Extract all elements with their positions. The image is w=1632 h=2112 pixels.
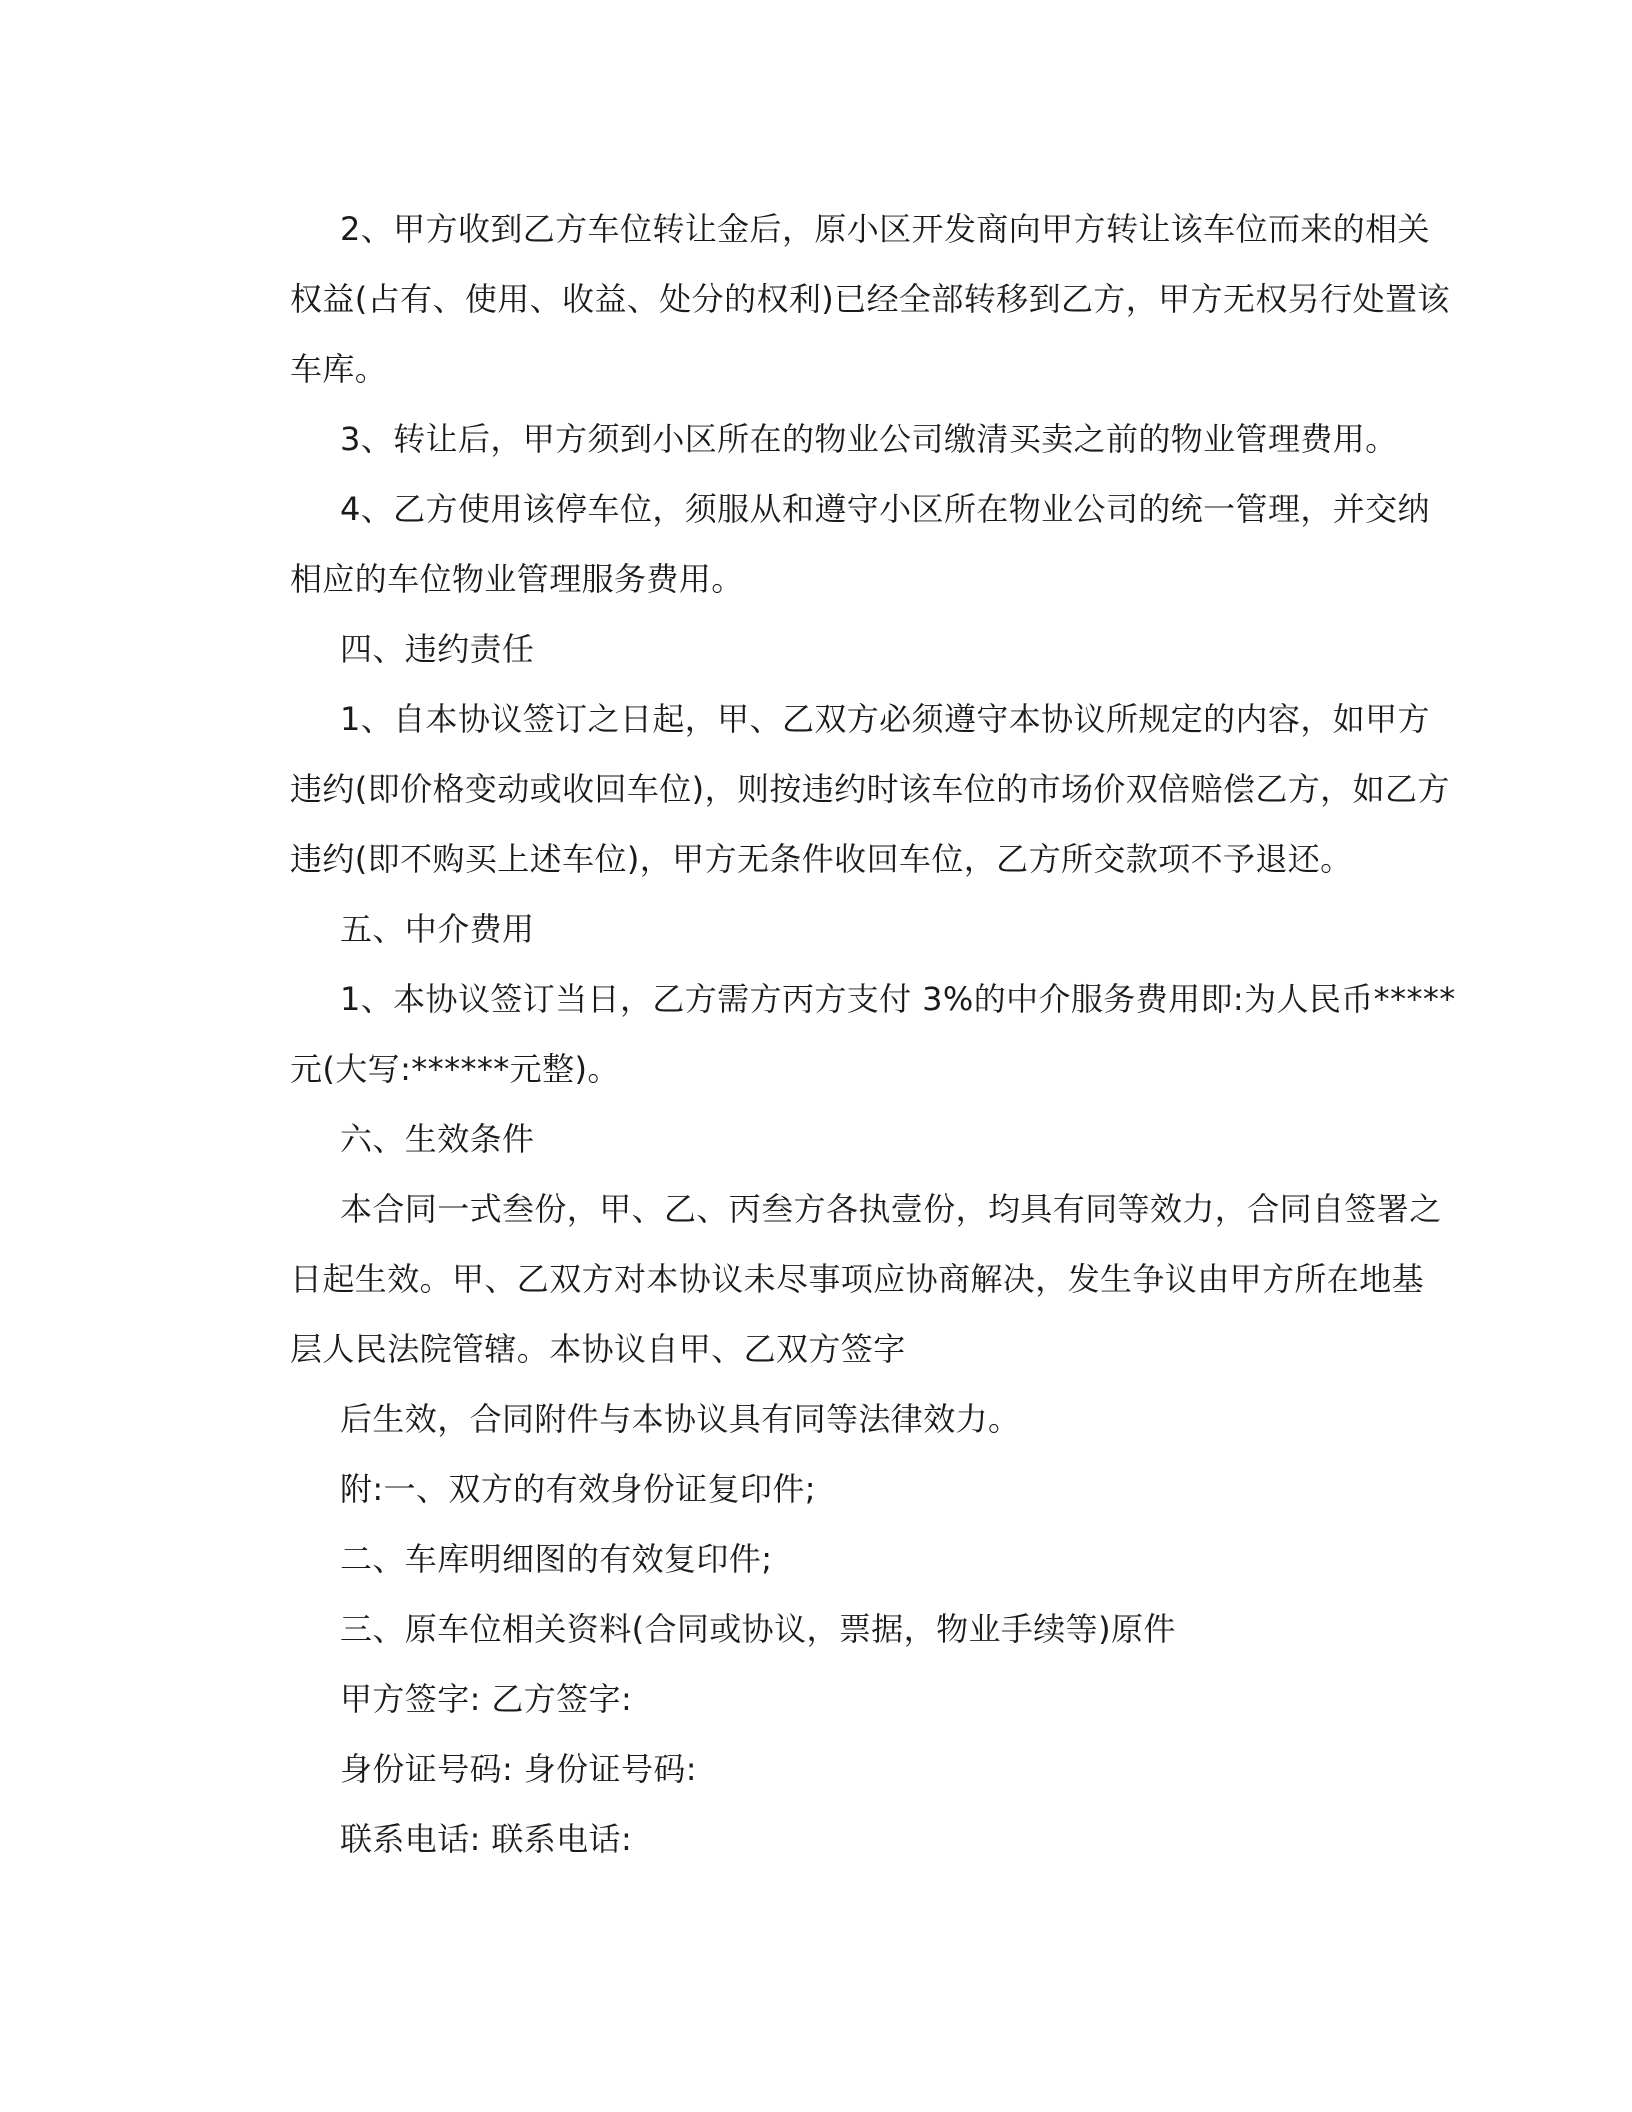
text-line: 3、转让后，甲方须到小区所在的物业公司缴清买卖之前的物业管理费用。 — [340, 420, 1398, 458]
text-line: 附:一、双方的有效身份证复印件; — [340, 1470, 816, 1508]
section-heading-agency-fee — [240, 894, 1380, 964]
attachment-1 — [240, 1454, 1380, 1524]
text-line: 元(大写:******元整)。 — [290, 1050, 620, 1088]
clause-4 — [240, 474, 1430, 614]
text-line: 层人民法院管辖。本协议自甲、乙双方签字 — [290, 1330, 906, 1368]
breach-clause-1 — [240, 684, 1450, 894]
attachment-3 — [240, 1594, 1380, 1664]
text-line: 违约(即不购买上述车位)，甲方无条件收回车位，乙方所交款项不予退还。 — [290, 840, 1353, 878]
text-line: 相应的车位物业管理服务费用。 — [290, 560, 744, 598]
section-heading: 四、违约责任 — [340, 630, 535, 668]
text-line: 本合同一式叁份，甲、乙、丙叁方各执壹份，均具有同等效力，合同自签署之 — [340, 1190, 1442, 1228]
clause-2 — [240, 194, 1450, 404]
text-line: 身份证号码: 身份证号码: — [340, 1750, 697, 1788]
text-line: 1、本协议签订当日，乙方需方丙方支付 3%的中介服务费用即:为人民币***** — [340, 980, 1456, 1018]
document-body — [240, 194, 1456, 1874]
text-line: 甲方签字: 乙方签字: — [340, 1680, 633, 1718]
section-heading: 六、生效条件 — [340, 1120, 535, 1158]
text-line: 4、乙方使用该停车位，须服从和遵守小区所在物业公司的统一管理，并交纳 — [340, 490, 1430, 528]
text-line: 违约(即价格变动或收回车位)，则按违约时该车位的市场价双倍赔偿乙方，如乙方 — [290, 770, 1450, 808]
text-line: 三、原车位相关资料(合同或协议，票据，物业手续等)原件 — [340, 1610, 1176, 1648]
text-line: 1、自本协议签订之日起，甲、乙双方必须遵守本协议所规定的内容，如甲方 — [340, 700, 1430, 738]
section-heading-breach — [240, 614, 1380, 684]
phone-line — [240, 1804, 1380, 1874]
effective-clause — [240, 1174, 1442, 1384]
text-line: 二、车库明细图的有效复印件; — [340, 1540, 773, 1578]
text-line: 联系电话: 联系电话: — [340, 1820, 633, 1858]
text-line: 日起生效。甲、乙双方对本协议未尽事项应协商解决，发生争议由甲方所在地基 — [290, 1260, 1425, 1298]
text-line: 2、甲方收到乙方车位转让金后，原小区开发商向甲方转让该车位而来的相关 — [340, 210, 1430, 248]
agency-fee-clause-1 — [240, 964, 1456, 1104]
effective-clause-continued — [240, 1384, 1380, 1454]
clause-3 — [240, 404, 1398, 474]
signature-line — [240, 1664, 1380, 1734]
attachment-2 — [240, 1524, 1380, 1594]
text-line: 权益(占有、使用、收益、处分的权利)已经全部转移到乙方，甲方无权另行处置该 — [290, 280, 1450, 318]
section-heading: 五、中介费用 — [340, 910, 535, 948]
id-number-line — [240, 1734, 1380, 1804]
text-line: 车库。 — [290, 350, 388, 388]
section-heading-effective — [240, 1104, 1380, 1174]
text-line: 后生效，合同附件与本协议具有同等法律效力。 — [340, 1400, 1021, 1438]
